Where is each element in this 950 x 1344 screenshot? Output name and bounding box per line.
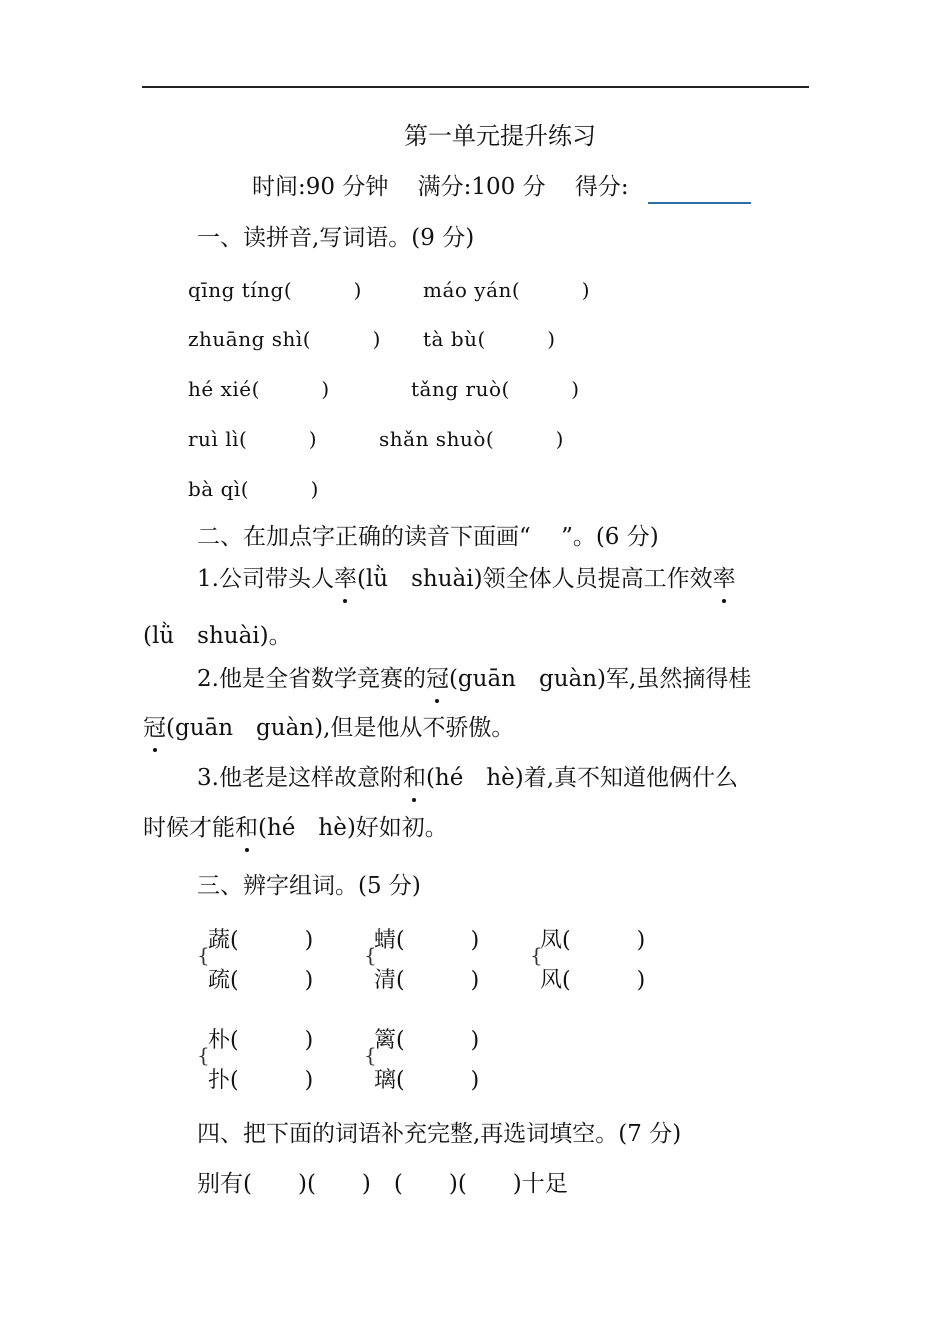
pinyin-item: shǎn shuò( ): [379, 427, 564, 451]
q-text: 时候才能: [143, 815, 235, 841]
brace-icon: {: [197, 1043, 210, 1067]
q-text: (hé hè)着,真不知道他俩什么: [425, 765, 739, 791]
full-score-label: 满分:100 分: [417, 174, 546, 200]
question-2-3-line2: [143, 809, 448, 842]
pinyin-item: máo yán( ): [423, 278, 590, 302]
question-2-2-line1: [197, 660, 751, 693]
char-pair-bottom: 璃( ): [374, 1068, 480, 1093]
score-blank[interactable]: [648, 202, 751, 204]
section1-heading: 一、读拼音,写词语。(9 分): [197, 225, 475, 251]
q-text: (lǜ shuài)领全体人员提高工作效: [356, 566, 713, 592]
question-2-3-line1: [197, 759, 738, 792]
section3-heading: 三、辨字组词。(5 分): [197, 873, 421, 899]
char-pair-top: 蔬( ): [208, 928, 314, 953]
exam-meta: [252, 168, 651, 201]
q-text: (hé hè)好如初。: [258, 815, 448, 841]
question-2-1-line1: [197, 560, 736, 593]
top-rule: [142, 86, 809, 88]
q-text: (guān guàn)军,虽然摘得桂: [448, 666, 752, 692]
brace-icon: {: [364, 943, 377, 967]
pinyin-item: tà bù( ): [423, 327, 556, 351]
brace-icon: {: [530, 943, 543, 967]
brace-icon: {: [197, 943, 210, 967]
dotted-char: 冠: [143, 709, 166, 742]
question-2-2-line2: [143, 709, 514, 742]
pinyin-item: zhuāng shì( ): [188, 327, 381, 351]
score-label: 得分:: [574, 174, 629, 200]
char-pair-top: 蜻( ): [374, 928, 480, 953]
pinyin-item: tǎng ruò( ): [411, 377, 580, 401]
q-text: 1.公司带头人: [197, 566, 334, 592]
section4-heading: 四、把下面的词语补充完整,再选词填空。(7 分): [197, 1121, 682, 1147]
time-label: 时间:90 分钟: [252, 174, 389, 200]
char-pair-bottom: 扑( ): [208, 1068, 314, 1093]
dotted-char: 率: [713, 560, 736, 593]
dotted-char: 冠: [426, 660, 449, 693]
dotted-char: 率: [334, 560, 357, 593]
question-2-1-line2: (lǜ shuài)。: [143, 623, 292, 649]
pinyin-item: bà qì( ): [188, 477, 319, 501]
pinyin-item: qīng tíng( ): [188, 278, 362, 302]
q-text: 2.他是全省数学竞赛的: [197, 666, 426, 692]
dotted-char: 和: [235, 809, 258, 842]
char-pair-top: 篱( ): [374, 1028, 480, 1053]
pinyin-item: ruì lì( ): [188, 427, 318, 451]
page-title: 第一单元提升练习: [404, 122, 596, 150]
char-pair-bottom: 风( ): [540, 968, 646, 993]
q-text: 3.他老是这样故意附: [197, 765, 403, 791]
char-pair-top: 朴( ): [208, 1028, 314, 1053]
section2-heading: 二、在加点字正确的读音下面画“ ”。(6 分): [197, 524, 659, 550]
char-pair-top: 凤( ): [540, 928, 646, 953]
brace-icon: {: [364, 1043, 377, 1067]
dotted-char: 和: [403, 759, 426, 792]
char-pair-bottom: 疏( ): [208, 968, 314, 993]
idiom-fill-line: 别有( )( ) ( )( )十足: [197, 1171, 568, 1197]
pinyin-item: hé xié( ): [188, 377, 330, 401]
char-pair-bottom: 清( ): [374, 968, 480, 993]
q-text: (guān guàn),但是他从不骄傲。: [166, 715, 515, 741]
